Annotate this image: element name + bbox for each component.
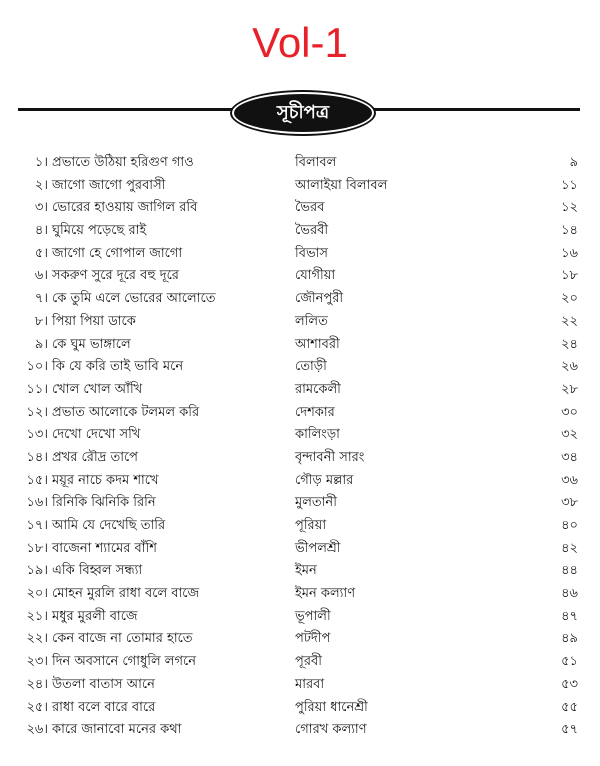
entry-page: ৩২ xyxy=(561,427,578,443)
entry-page: ১৪ xyxy=(561,223,578,239)
entry-page: ১২ xyxy=(561,200,578,216)
entry-raga: পূরবী xyxy=(295,654,322,670)
contents-entry[interactable] xyxy=(0,175,600,198)
entry-num: ১৬। xyxy=(26,495,48,511)
entry-page: ৪৬ xyxy=(561,586,578,602)
entry-raga: ভূপালী xyxy=(295,608,331,624)
entry-num: ৪। xyxy=(34,223,48,239)
entry-song: রাধা বলে বারে বারে xyxy=(52,699,156,715)
volume-title: Vol-1 xyxy=(252,19,348,66)
entry-num: ২৬। xyxy=(26,722,48,738)
entry-song: দেখো দেখো সখি xyxy=(52,427,141,443)
entry-raga: ভৈরব xyxy=(295,200,325,216)
contents-entry[interactable] xyxy=(0,560,600,583)
divider-right xyxy=(362,108,580,111)
contents-entry[interactable] xyxy=(0,628,600,651)
contents-entry[interactable] xyxy=(0,719,600,742)
entry-raga: আলাইয়া বিলাবল xyxy=(295,177,388,193)
entry-page: ৫৩ xyxy=(561,676,578,692)
entry-raga: ললিত xyxy=(295,313,328,329)
entry-song: প্রখর রৌদ্র তাপে xyxy=(52,449,139,465)
contents-heading: সূচীপত্র xyxy=(276,101,330,123)
entry-raga: আশাবরী xyxy=(295,336,340,352)
entry-song: উতলা বাতাস আনে xyxy=(52,676,155,692)
contents-entry[interactable] xyxy=(0,356,600,379)
entry-page: ৪০ xyxy=(561,518,578,533)
entry-raga: কালিংড়া xyxy=(295,427,340,443)
entry-raga: ইমন কল্যাণ xyxy=(295,586,356,602)
contents-entry[interactable] xyxy=(0,583,600,606)
entry-song: কেন বাজে না তোমার হাতে xyxy=(52,631,193,647)
contents-entry[interactable] xyxy=(0,447,600,470)
contents-entry[interactable] xyxy=(0,311,600,334)
contents-entry[interactable] xyxy=(0,197,600,220)
contents-entry[interactable] xyxy=(0,470,600,493)
entry-song: খোল খোল আঁখি xyxy=(52,381,143,397)
contents-entry[interactable] xyxy=(0,334,600,357)
entry-page: ৩৮ xyxy=(561,495,578,511)
contents-entry[interactable] xyxy=(0,651,600,674)
entry-song: আমি যে দেখেছি তারি xyxy=(52,518,166,533)
entry-song: প্রভাত আলোকে টলমল করি xyxy=(52,404,200,420)
contents-entry[interactable] xyxy=(0,538,600,561)
contents-entry[interactable] xyxy=(0,674,600,697)
entry-raga: জৌনপুরী xyxy=(295,291,344,307)
entry-page: ২০ xyxy=(561,291,578,307)
entry-song: একি বিহ্বল সন্ধ্যা xyxy=(52,563,143,579)
contents-list xyxy=(0,152,600,742)
entry-num: ৭। xyxy=(34,291,48,307)
entry-page: ৪২ xyxy=(561,540,578,556)
entry-num: ৮। xyxy=(34,313,48,329)
entry-song: রিনিকি ঝিনিকি রিনি xyxy=(52,495,156,511)
entry-song: মোহন মুরলি রাধা বলে বাজে xyxy=(52,586,200,602)
contents-entry[interactable] xyxy=(0,152,600,175)
entry-raga: পূরিয়া xyxy=(295,518,327,533)
entry-num: ২৫। xyxy=(26,699,48,715)
entry-raga: বৃন্দাবনী সারং xyxy=(295,449,365,465)
entry-page: ১৮ xyxy=(561,268,578,284)
entry-page: ২৬ xyxy=(561,359,578,375)
entry-raga: যোগীয়া xyxy=(295,268,336,284)
contents-entry[interactable] xyxy=(0,515,600,538)
contents-entry[interactable] xyxy=(0,288,600,311)
entry-raga: বিলাবল xyxy=(295,155,337,170)
entry-page: ৫১ xyxy=(561,654,578,670)
entry-num: ১৫। xyxy=(26,472,48,488)
entry-page: ৩৬ xyxy=(561,472,578,488)
entry-num: ২২। xyxy=(26,631,48,647)
entry-num: ৫। xyxy=(34,245,48,261)
entry-num: ২০। xyxy=(26,586,48,602)
entry-page: ১১ xyxy=(561,177,578,193)
entry-num: ৬। xyxy=(34,268,48,284)
entry-page: ৩৪ xyxy=(561,449,578,465)
entry-page: ২৮ xyxy=(561,381,578,397)
entry-song: পিয়া পিয়া ডাকে xyxy=(52,313,136,329)
contents-banner xyxy=(232,92,374,134)
entry-page: ৫৭ xyxy=(561,722,578,738)
entry-page: ৫৫ xyxy=(561,699,578,715)
entry-song: কারে জানাবো মনের কথা xyxy=(52,722,182,738)
entry-num: ২১। xyxy=(26,608,48,624)
contents-entry[interactable] xyxy=(0,697,600,720)
entry-num: ১৭। xyxy=(26,518,48,533)
entry-raga: রামকেলী xyxy=(295,381,341,397)
entry-num: ১২। xyxy=(26,404,48,420)
entry-page: ১৬ xyxy=(561,245,578,261)
contents-entry[interactable] xyxy=(0,243,600,266)
entry-num: ৯। xyxy=(34,336,48,352)
entry-raga: ইমন xyxy=(295,563,317,579)
entry-page: ৯ xyxy=(569,155,578,170)
entry-song: মধুর মুরলী বাজে xyxy=(52,608,138,624)
entry-raga: মুলতানী xyxy=(295,495,337,511)
entry-num: ৩। xyxy=(34,200,48,216)
contents-entry[interactable] xyxy=(0,606,600,629)
entry-num: ১৩। xyxy=(26,427,48,443)
entry-song: সকরুণ সুরে দূরে বহু দূরে xyxy=(52,268,179,284)
entry-raga: তোড়ী xyxy=(295,359,327,375)
entry-raga: দেশকার xyxy=(295,404,335,420)
contents-entry[interactable] xyxy=(0,265,600,288)
contents-entry[interactable] xyxy=(0,379,600,402)
entry-page: ২২ xyxy=(561,313,578,329)
entry-song: কে তুমি এলে ভোরের আলোতে xyxy=(52,291,216,307)
entry-song: জাগো জাগো পুরবাসী xyxy=(52,177,166,193)
entry-song: কি যে করি তাই ভাবি মনে xyxy=(52,359,184,375)
entry-num: ১৮। xyxy=(26,540,48,556)
entry-raga: গোরখ কল্যাণ xyxy=(295,722,367,738)
entry-page: ৪৯ xyxy=(561,631,578,647)
entry-song: ভোরের হাওয়ায় জাগিল রবি xyxy=(52,200,198,216)
entry-song: প্রভাতে উঠিয়া হরিগুণ গাও xyxy=(52,155,194,170)
contents-entry[interactable] xyxy=(0,220,600,243)
entry-song: ময়ূর নাচে কদম শাখে xyxy=(52,472,159,488)
entry-page: ৪৭ xyxy=(561,608,578,624)
entry-num: ১১। xyxy=(26,381,48,397)
entry-raga: মারবা xyxy=(295,676,325,692)
entry-raga: ভীপলশ্রী xyxy=(295,540,341,556)
entry-song: দিন অবসানে গোধুলি লগনে xyxy=(52,654,196,670)
entry-num: ১৯। xyxy=(26,563,48,579)
entry-song: ঘুমিয়ে পড়েছে রাই xyxy=(52,223,147,239)
contents-entry[interactable] xyxy=(0,402,600,425)
entry-raga: গৌড় মল্লার xyxy=(295,472,354,488)
entry-num: ২৩। xyxy=(26,654,48,670)
entry-page: ৩০ xyxy=(561,404,578,420)
entry-page: ২৪ xyxy=(561,336,578,352)
entry-num: ১৪। xyxy=(26,449,48,465)
entry-num: ২৪। xyxy=(26,676,48,692)
entry-raga: ভৈরবী xyxy=(295,223,329,239)
contents-entry[interactable] xyxy=(0,492,600,515)
entry-raga: বিভাস xyxy=(295,245,328,261)
entry-num: ১। xyxy=(34,155,48,170)
entry-page: ৪৪ xyxy=(561,563,578,579)
entry-num: ১০। xyxy=(26,359,48,375)
contents-entry[interactable] xyxy=(0,424,600,447)
divider-left xyxy=(18,108,240,111)
entry-song: বাজেনা শ্যামের বাঁশি xyxy=(52,540,157,556)
entry-song: কে ঘুম ভাঙ্গালে xyxy=(52,336,131,352)
entry-raga: পটদীপ xyxy=(295,631,331,647)
entry-num: ২। xyxy=(34,177,48,193)
entry-raga: পুরিয়া ধানেশ্রী xyxy=(295,699,368,715)
entry-song: জাগো হে গোপাল জাগো xyxy=(52,245,183,261)
